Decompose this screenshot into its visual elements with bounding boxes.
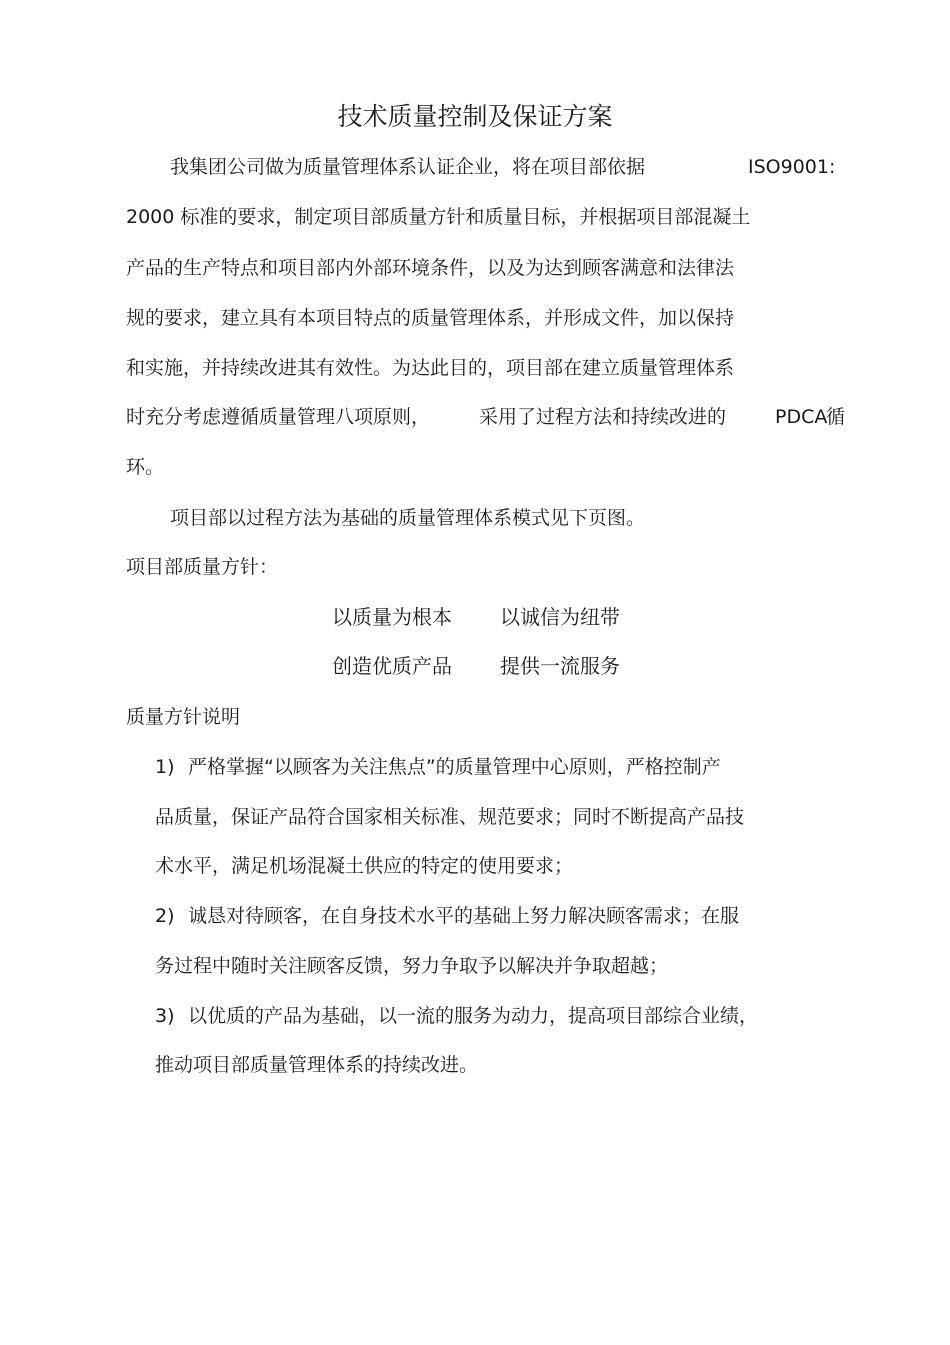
iso-standard-text: ISO9001: bbox=[748, 156, 836, 178]
explanation-item-2 bbox=[155, 901, 815, 931]
intro-line-1-text: 我集团公司做为质量管理体系认证企业，将在项目部依据 bbox=[170, 156, 646, 178]
intro-line-1 bbox=[170, 152, 850, 182]
intro-line-6-part-a: 时充分考虑遵循质量管理八项原则， bbox=[126, 406, 431, 428]
explanation-item-3-number: 3) bbox=[155, 1005, 175, 1027]
motto-row-2-left: 创造优质产品 bbox=[332, 654, 452, 678]
motto-row-1-left: 以质量为根本 bbox=[332, 605, 452, 629]
policy-heading: 项目部质量方针： bbox=[126, 556, 279, 578]
explanation-item-3-line-1: 以优质的产品为基础，以一流的服务为动力，提高项目部综合业绩， bbox=[188, 1005, 759, 1027]
pdca-text: PDCA bbox=[775, 406, 828, 428]
explanation-item-2-line-2: 务过程中随时关注顾客反馈，努力争取予以解决并争取超越； bbox=[155, 955, 669, 977]
explanation-heading: 质量方针说明 bbox=[126, 706, 241, 728]
explanation-item-1-line-3: 术水平，满足机场混凝土供应的特定的使用要求； bbox=[155, 855, 574, 877]
explanation-item-2-number: 2) bbox=[155, 905, 175, 927]
intro-line-4: 规的要求，建立具有本项目特点的质量管理体系，并形成文件，加以保持 bbox=[126, 307, 735, 329]
motto-row-2-right: 提供一流服务 bbox=[500, 654, 620, 678]
intro-line-2: 2000 标准的要求，制定项目部质量方针和质量目标，并根据项目部混凝土 bbox=[126, 206, 751, 228]
explanation-item-1 bbox=[155, 752, 815, 782]
intro-line-3: 产品的生产特点和项目部内外部环境条件，以及为达到顾客满意和法律法 bbox=[126, 257, 735, 279]
intro-line-6-part-d: 循 bbox=[826, 406, 846, 428]
explanation-item-1-number: 1) bbox=[155, 756, 175, 778]
explanation-item-2-line-1: 诚恳对待顾客，在自身技术水平的基础上努力解决顾客需求；在服 bbox=[188, 905, 740, 927]
intro-line-7: 环。 bbox=[126, 456, 165, 478]
explanation-item-3 bbox=[155, 1001, 835, 1031]
model-note: 项目部以过程方法为基础的质量管理体系模式见下页图。 bbox=[170, 507, 646, 529]
intro-line-5: 和实施，并持续改进其有效性。为达此目的，项目部在建立质量管理体系 bbox=[126, 357, 735, 379]
motto-row-1-right: 以诚信为纽带 bbox=[500, 605, 620, 629]
intro-line-6 bbox=[126, 402, 856, 432]
intro-line-6-part-b: 采用了过程方法和持续改进的 bbox=[479, 406, 727, 428]
explanation-item-1-line-2: 品质量，保证产品符合国家相关标准、规范要求；同时不断提高产品技 bbox=[155, 806, 745, 828]
explanation-item-1-line-1: 严格掌握“以顾客为关注焦点”的质量管理中心原则，严格控制产 bbox=[188, 756, 721, 778]
document-title: 技术质量控制及保证方案 bbox=[337, 102, 613, 131]
explanation-item-3-line-2: 推动项目部质量管理体系的持续改进。 bbox=[155, 1054, 479, 1076]
